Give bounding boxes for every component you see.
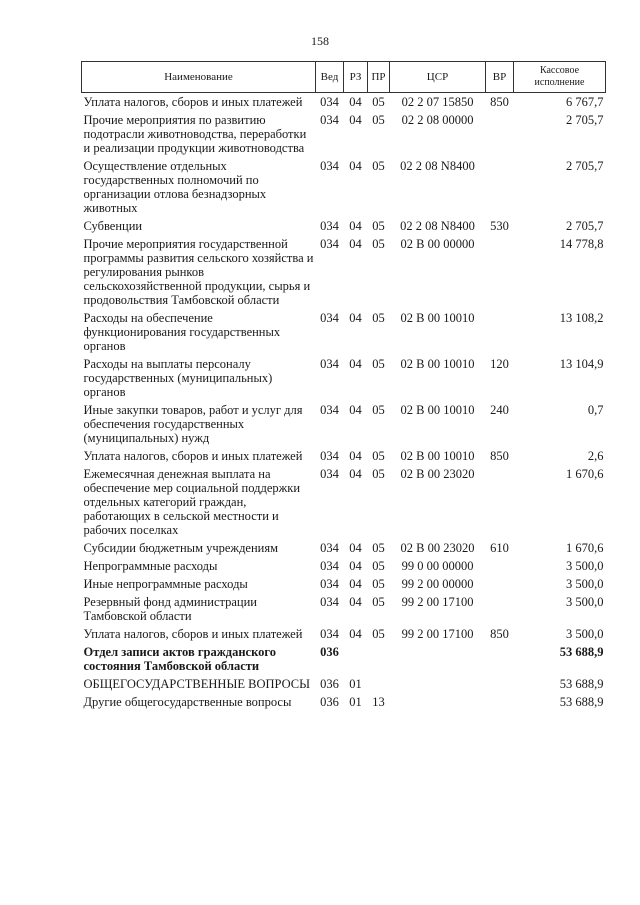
cell-name: Уплата налогов, сборов и иных платежей	[83, 95, 303, 109]
cell-pr	[368, 645, 390, 677]
cell-sum: 6 767,7	[566, 95, 604, 109]
cell-vr: 120	[490, 357, 509, 371]
table-row	[82, 467, 606, 541]
cell-ved: 036	[320, 695, 339, 709]
cell-sum: 2 705,7	[566, 219, 604, 233]
table-row	[82, 357, 606, 403]
cell-rz: 04	[349, 403, 362, 417]
table-row	[82, 219, 606, 237]
cell-ved: 034	[320, 159, 339, 173]
header-csr: ЦСР	[390, 62, 486, 93]
table-row	[82, 113, 606, 159]
cell-vr: 850	[490, 95, 509, 109]
cell-ved: 034	[320, 559, 339, 573]
cell-vr	[486, 467, 514, 541]
cell-pr: 05	[372, 159, 385, 173]
cell-csr: 99 2 00 17100	[401, 627, 474, 641]
cell-csr: 02 2 08 N8400	[400, 159, 475, 173]
cell-rz	[344, 645, 368, 677]
cell-ved: 034	[320, 237, 339, 251]
cell-ved: 034	[320, 467, 339, 481]
cell-name: Уплата налогов, сборов и иных платежей	[83, 627, 303, 641]
cell-rz: 04	[349, 559, 362, 573]
cell-sum: 1 670,6	[566, 541, 604, 555]
cell-pr: 05	[372, 541, 385, 555]
cell-csr: 02 В 00 10010	[400, 357, 475, 371]
cell-pr: 05	[372, 467, 385, 481]
header-vr: ВР	[486, 62, 514, 93]
cell-sum: 2 705,7	[566, 113, 604, 127]
cell-name: Непрограммные расходы	[83, 559, 218, 573]
cell-ved: 034	[320, 113, 339, 127]
cell-pr: 05	[372, 237, 385, 251]
header-ved: Вед	[316, 62, 344, 93]
cell-csr	[390, 677, 486, 695]
cell-rz: 04	[349, 219, 362, 233]
cell-ved: 034	[320, 449, 339, 463]
cell-name: Уплата налогов, сборов и иных платежей	[83, 449, 303, 463]
cell-rz: 04	[349, 467, 362, 481]
cell-name: Отдел записи актов гражданского состояния Тамбовской области	[83, 645, 277, 673]
cell-ved: 034	[320, 403, 339, 417]
cell-ved: 034	[320, 357, 339, 371]
cell-ved: 034	[320, 595, 339, 609]
table-row	[82, 311, 606, 357]
table-body	[82, 93, 606, 714]
cell-pr: 05	[372, 449, 385, 463]
cell-csr: 02 В 00 23020	[400, 541, 475, 555]
cell-name: Прочие мероприятия по развитию подотрасли животноводства, переработки и реализации продукции животноводства	[83, 113, 307, 155]
table-row	[82, 559, 606, 577]
cell-name: Прочие мероприятия государственной программы развития сельского хозяйства и регулирования рынков сельскохозяйственной продукции, сырья и продовольствия Тамбовской области	[83, 237, 314, 307]
cell-name: Расходы на выплаты персоналу государственных (муниципальных) органов	[83, 357, 273, 399]
cell-name: Осуществление отдельных государственных полномочий по организации отлова безнадзорных животных	[83, 159, 267, 215]
budget-table	[81, 61, 606, 713]
cell-pr: 05	[372, 219, 385, 233]
cell-sum: 2,6	[587, 449, 604, 463]
cell-sum: 13 108,2	[559, 311, 604, 325]
cell-name: ОБЩЕГОСУДАРСТВЕННЫЕ ВОПРОСЫ	[83, 677, 311, 691]
cell-rz: 04	[349, 311, 362, 325]
cell-csr	[390, 645, 486, 677]
cell-csr: 02 В 00 00000	[400, 237, 475, 251]
cell-vr: 850	[490, 449, 509, 463]
cell-ved: 036	[320, 677, 339, 691]
table-row	[82, 403, 606, 449]
cell-pr: 05	[372, 311, 385, 325]
table-row	[82, 449, 606, 467]
cell-vr	[486, 159, 514, 219]
cell-sum: 53 688,9	[559, 695, 604, 709]
table-row	[82, 541, 606, 559]
cell-pr: 05	[372, 403, 385, 417]
cell-pr: 05	[372, 559, 385, 573]
cell-pr: 05	[372, 627, 385, 641]
cell-rz: 04	[349, 449, 362, 463]
cell-ved: 034	[320, 541, 339, 555]
cell-csr: 02 2 08 N8400	[400, 219, 475, 233]
cell-ved: 034	[320, 311, 339, 325]
cell-sum: 13 104,9	[559, 357, 604, 371]
header-rz: РЗ	[344, 62, 368, 93]
cell-pr: 13	[372, 695, 385, 709]
cell-pr: 05	[372, 357, 385, 371]
cell-sum: 53 688,9	[559, 677, 604, 691]
cell-name: Расходы на обеспечение функционирования государственных органов	[83, 311, 281, 353]
cell-name: Другие общегосударственные вопросы	[83, 695, 292, 709]
cell-ved: 036	[320, 645, 339, 659]
cell-ved: 034	[320, 627, 339, 641]
page-number: 158	[311, 34, 329, 48]
table-row	[82, 237, 606, 311]
cell-csr: 99 2 00 17100	[401, 595, 474, 609]
cell-csr	[390, 695, 486, 713]
cell-name: Субсидии бюджетным учреждениям	[83, 541, 279, 555]
cell-name: Резервный фонд администрации Тамбовской области	[83, 595, 257, 623]
cell-pr: 05	[372, 95, 385, 109]
table-row	[82, 627, 606, 645]
cell-sum: 0,7	[587, 403, 604, 417]
cell-vr	[486, 113, 514, 159]
cell-pr: 05	[372, 577, 385, 591]
cell-ved: 034	[320, 95, 339, 109]
cell-csr: 02 2 07 15850	[401, 95, 474, 109]
cell-csr: 02 В 00 10010	[400, 403, 475, 417]
cell-rz: 04	[349, 595, 362, 609]
cell-sum: 3 500,0	[566, 627, 604, 641]
cell-rz: 01	[349, 677, 362, 691]
cell-csr: 02 2 08 00000	[401, 113, 474, 127]
cell-vr: 240	[490, 403, 509, 417]
cell-csr: 02 В 00 23020	[400, 467, 475, 481]
cell-ved: 034	[320, 219, 339, 233]
cell-rz: 04	[349, 113, 362, 127]
cell-name: Субвенции	[83, 219, 143, 233]
cell-csr: 02 В 00 10010	[400, 449, 475, 463]
cell-rz: 04	[349, 159, 362, 173]
cell-vr	[486, 559, 514, 577]
cell-vr	[486, 311, 514, 357]
cell-rz: 01	[349, 695, 362, 709]
cell-pr: 05	[372, 113, 385, 127]
cell-csr: 99 2 00 00000	[401, 577, 474, 591]
table-row	[82, 595, 606, 627]
cell-sum: 3 500,0	[566, 595, 604, 609]
cell-name: Иные непрограммные расходы	[83, 577, 248, 591]
cell-csr: 02 В 00 10010	[400, 311, 475, 325]
cell-csr: 99 0 00 00000	[401, 559, 474, 573]
header-sum: Кассовое исполнение	[514, 62, 606, 93]
cell-vr	[486, 237, 514, 311]
cell-rz: 04	[349, 237, 362, 251]
cell-vr	[486, 645, 514, 677]
cell-sum: 53 688,9	[559, 645, 604, 659]
cell-name: Ежемесячная денежная выплата на обеспечение мер социальной поддержки отдельных категорий граждан, работающих в сельской местности и рабочих поселках	[83, 467, 301, 537]
table-row	[82, 677, 606, 695]
cell-vr	[486, 595, 514, 627]
cell-rz: 04	[349, 95, 362, 109]
cell-sum: 3 500,0	[566, 577, 604, 591]
cell-vr: 850	[490, 627, 509, 641]
cell-rz: 04	[349, 627, 362, 641]
cell-ved: 034	[320, 577, 339, 591]
cell-name: Иные закупки товаров, работ и услуг для обеспечения государственных (муниципальных) нужд	[83, 403, 303, 445]
cell-vr	[486, 577, 514, 595]
cell-rz: 04	[349, 541, 362, 555]
cell-pr	[368, 677, 390, 695]
header-name: Наименование	[82, 62, 316, 93]
table-row	[82, 93, 606, 114]
table-row	[82, 645, 606, 677]
cell-sum: 1 670,6	[566, 467, 604, 481]
table-row	[82, 159, 606, 219]
cell-vr: 610	[490, 541, 509, 555]
cell-vr	[486, 695, 514, 713]
cell-sum: 2 705,7	[566, 159, 604, 173]
cell-vr: 530	[490, 219, 509, 233]
table-header-row	[82, 62, 606, 93]
table-row	[82, 577, 606, 595]
cell-vr	[486, 677, 514, 695]
cell-rz: 04	[349, 577, 362, 591]
cell-sum: 3 500,0	[566, 559, 604, 573]
table-row	[82, 695, 606, 713]
cell-rz: 04	[349, 357, 362, 371]
header-pr: ПР	[368, 62, 390, 93]
cell-sum: 14 778,8	[559, 237, 604, 251]
cell-pr: 05	[372, 595, 385, 609]
